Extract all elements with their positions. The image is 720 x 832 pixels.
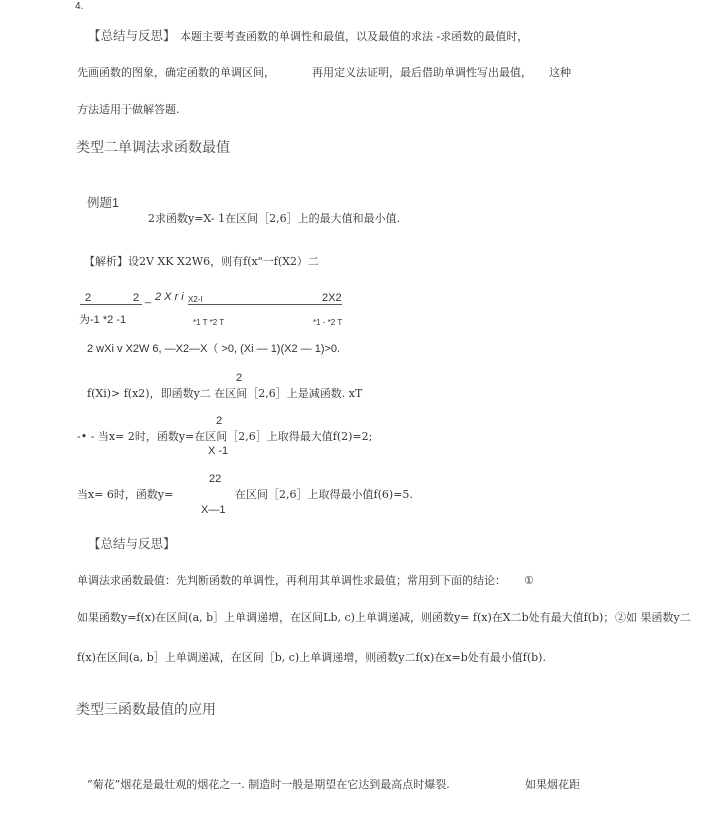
page-number: 4.	[75, 1, 84, 12]
denominator: X -1	[208, 445, 229, 457]
section-heading: 类型三函数最值的应用	[76, 702, 216, 718]
paragraph-line: 再用定义法证明，最后借助单调性写出最值，	[312, 66, 532, 79]
fraction-numerator: _	[145, 292, 152, 304]
paragraph-line: 如果函数y=f(x)在区间(a, b］上单调递增，在区间Lb, c)上单调递减，则函数y= f(x)在X二b处有最大值f(b)；	[77, 611, 615, 624]
solution-line: 【解析】设2V XK X2W6，则有f(x"一f(X2）二	[84, 255, 319, 268]
superscript: 2	[236, 372, 243, 384]
fraction-denominator: *1 - *2 T	[313, 318, 343, 327]
paragraph-line: “菊花”烟花是最壮观的烟花之一. 制造时一般是期望在它达到最高点时爆裂.	[87, 778, 450, 791]
example-text: 2求函数y=X- 1在区间［2,6］上的最大值和最小值.	[148, 212, 401, 225]
paragraph-line: 方法适用于做解答题.	[77, 103, 180, 116]
paragraph-line: ①	[524, 574, 534, 587]
fraction-numerator: 2X2	[322, 292, 342, 304]
example-title: 例题1	[87, 196, 119, 210]
denominator: X—1	[201, 504, 226, 516]
inequality-line: 2 wXi v X2W 6, —X2—X（ >0, (Xi — 1)(X2 — 1)>0.	[87, 343, 341, 355]
paragraph-line: ②如 果函数y二	[615, 611, 691, 624]
fraction-numerator: X2-I	[188, 295, 203, 304]
fraction-numerator: 2	[133, 292, 140, 304]
fraction-denominator: 为-1 *2 -1	[79, 314, 127, 326]
paragraph-line: 如果烟花距	[525, 778, 580, 791]
fraction-denominator: *1 T *2 T	[193, 318, 225, 327]
paragraph-line: 单调法求函数最值：先判断函数的单调性，再利用其单调性求最值；常用到下面的结论：	[77, 574, 506, 587]
fraction-bar	[188, 304, 342, 305]
min-line: 当x= 6时，函数y=	[77, 488, 174, 501]
paragraph-line: 这种	[549, 66, 571, 79]
fraction-numerator: 2	[85, 292, 92, 304]
summary-label: 【总结与反思】	[88, 536, 176, 551]
decreasing-line: f(Xi)> f(x2)，即函数y二 在区间［2,6］上是减函数. xT	[87, 387, 363, 400]
paragraph-line: f(x)在区间(a, b］上单调递减，在区间［b, c)上单调递增，则函数y二f(x)在x=b处有最小值f(b).	[77, 651, 546, 664]
section-heading: 类型二单调法求函数最值	[76, 140, 230, 156]
summary-label: 【总结与反思】	[88, 28, 176, 43]
summary-text: 本题主要考查函数的单调性和最值，以及最值的求法 -求函数的最值时，	[180, 30, 529, 43]
superscript: 22	[209, 473, 222, 485]
paragraph-line: 先画函数的图象，确定函数的单调区间，	[77, 66, 275, 79]
min-line: 在区间［2,6］上取得最小值f(6)=5.	[235, 488, 413, 501]
fraction-numerator: 2 X r i	[155, 291, 184, 303]
max-line: -• - 当x= 2时，函数y=在区间［2,6］上取得最大值f(2)=2;	[77, 430, 373, 443]
superscript: 2	[216, 415, 223, 427]
fraction-bar	[80, 304, 142, 305]
